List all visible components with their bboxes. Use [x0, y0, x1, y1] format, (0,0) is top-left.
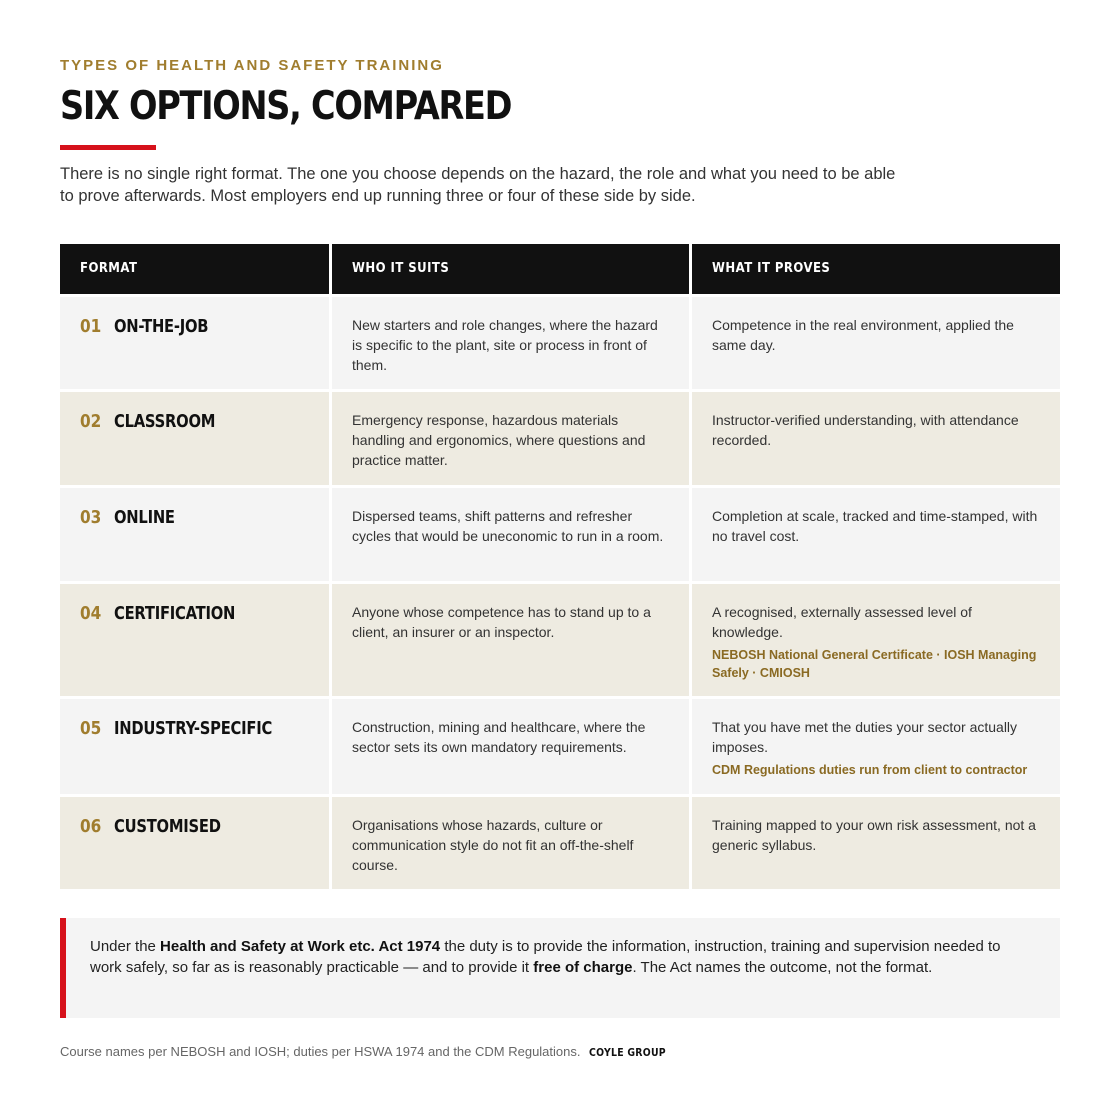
- row-number: 03: [80, 507, 102, 528]
- title-underline: [60, 145, 156, 150]
- suits-cell: New starters and role changes, where the hazard is specific to the plant, site or process in front of them.: [332, 297, 689, 389]
- table-row: [60, 297, 1060, 389]
- column-header-what-it-proves: WHAT IT PROVES: [692, 244, 1060, 294]
- proves-cell: [692, 392, 1060, 485]
- format-cell: [60, 392, 329, 485]
- page-title: SIX OPTIONS, COMPARED: [60, 84, 512, 129]
- table-row: [60, 699, 1060, 794]
- column-header-who-it-suits: WHO IT SUITS: [332, 244, 689, 294]
- proves-note: CDM Regulations duties run from client to contractor: [712, 763, 1028, 777]
- row-number: 02: [80, 411, 102, 432]
- footer: [60, 1044, 679, 1059]
- proves-cell: [692, 797, 1060, 889]
- format-cell: [60, 297, 329, 389]
- table-row: [60, 797, 1060, 889]
- act-name: Health and Safety at Work etc. Act 1974: [160, 938, 441, 955]
- format-cell: [60, 584, 329, 696]
- row-number: 04: [80, 603, 102, 624]
- table-row: [60, 488, 1060, 581]
- format-name: CLASSROOM: [114, 411, 216, 432]
- proves-text: Competence in the real environment, applied the same day.: [712, 317, 1014, 353]
- legal-callout: Under the Health and Safety at Work etc. Act 1974 the duty is to provide the information, instruction, training and supervision needed to work safely, so far as is reasonably practicable — and to provide it free of charge. The Act names the outcome, not the format.: [60, 918, 1060, 1018]
- format-name: CERTIFICATION: [114, 603, 236, 624]
- format-name: CUSTOMISED: [114, 816, 221, 837]
- format-cell: [60, 488, 329, 581]
- proves-cell: [692, 584, 1060, 696]
- format-name: ON-THE-JOB: [114, 316, 209, 337]
- proves-cell: [692, 297, 1060, 389]
- row-number: 06: [80, 816, 102, 837]
- proves-cell: [692, 699, 1060, 794]
- table-row: [60, 392, 1060, 485]
- table-header-row: [60, 244, 1060, 294]
- row-number: 05: [80, 718, 102, 739]
- proves-text: Instructor-verified understanding, with attendance recorded.: [712, 412, 1019, 448]
- free-of-charge: free of charge: [533, 959, 633, 976]
- proves-cell: [692, 488, 1060, 581]
- proves-text: A recognised, externally assessed level of knowledge.: [712, 604, 972, 640]
- column-header-format: FORMAT: [60, 244, 329, 294]
- proves-text: That you have met the duties your sector actually imposes.: [712, 719, 1018, 755]
- suits-cell: Dispersed teams, shift patterns and refresher cycles that would be uneconomic to run in a room.: [332, 488, 689, 581]
- suits-cell: Anyone whose competence has to stand up to a client, an insurer or an inspector.: [332, 584, 689, 696]
- row-number: 01: [80, 316, 102, 337]
- proves-note: NEBOSH National General Certificate · IOSH Managing Safely · CMIOSH: [712, 648, 1037, 680]
- comparison-table: [60, 244, 1060, 892]
- eyebrow: TYPES OF HEALTH AND SAFETY TRAINING: [60, 57, 444, 74]
- format-cell: [60, 797, 329, 889]
- source-note: Course names per NEBOSH and IOSH; duties per HSWA 1974 and the CDM Regulations.: [60, 1044, 581, 1059]
- format-cell: [60, 699, 329, 794]
- format-name: INDUSTRY-SPECIFIC: [114, 718, 273, 739]
- intro-paragraph: There is no single right format. The one you choose depends on the hazard, the role and what you need to be able to prove afterwards. Most employers end up running three or four of these side by side.: [60, 165, 896, 205]
- suits-cell: Organisations whose hazards, culture or communication style do not fit an off-the-shelf course.: [332, 797, 689, 889]
- proves-text: Completion at scale, tracked and time-stamped, with no travel cost.: [712, 508, 1038, 544]
- table-row: [60, 584, 1060, 696]
- brand-logo: COYLE GROUP: [588, 1046, 666, 1059]
- proves-text: Training mapped to your own risk assessment, not a generic syllabus.: [712, 817, 1036, 853]
- format-name: ONLINE: [114, 507, 175, 528]
- suits-cell: Construction, mining and healthcare, where the sector sets its own mandatory requirements.: [332, 699, 689, 794]
- suits-cell: Emergency response, hazardous materials handling and ergonomics, where questions and practice matter.: [332, 392, 689, 485]
